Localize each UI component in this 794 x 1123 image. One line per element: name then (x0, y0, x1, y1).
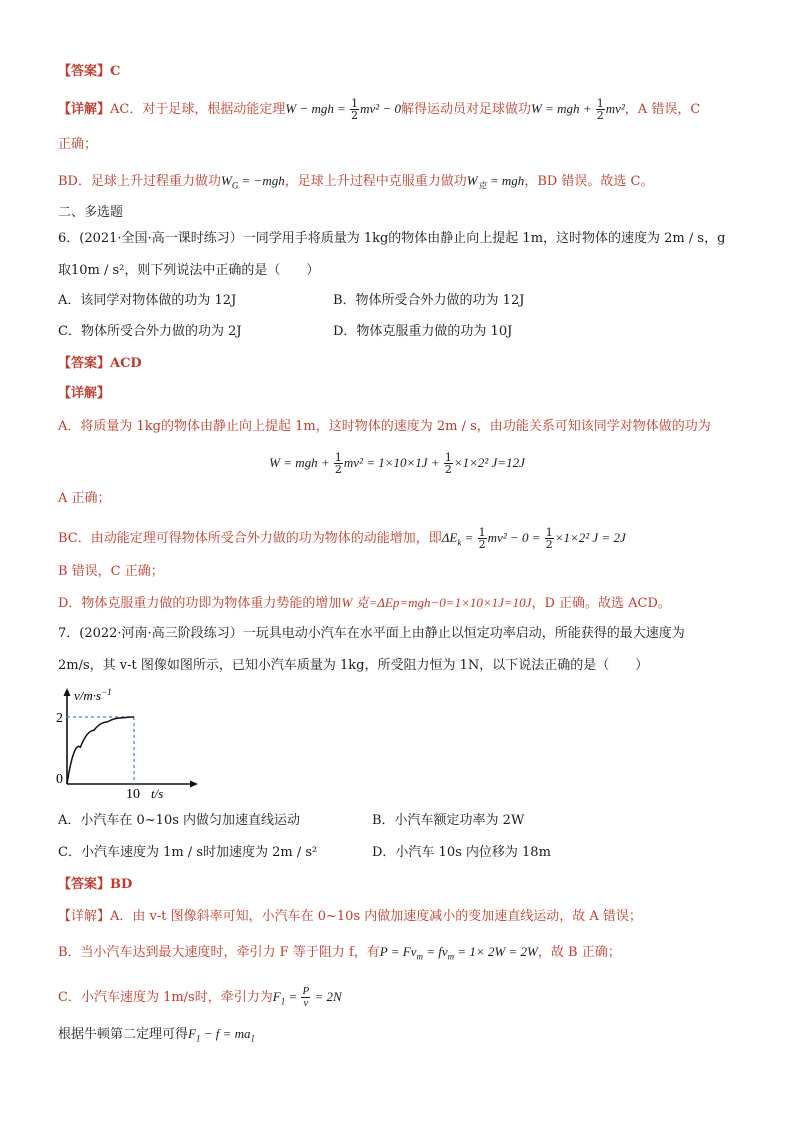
vt-graph (54, 686, 204, 800)
q6-detail-bc: BC．由动能定理可得物体所受合外力做的功为物体的动能增加，即$\Delta E_k$ = $\frac{1}{2}$ mv² − 0 = $\frac{1}{2}$ ×1×2² J = 2J (58, 526, 626, 551)
origin-label: 0 (56, 772, 63, 787)
q7-option-a: A．小汽车在 0~10s 内做匀加速直线运动 (58, 813, 301, 828)
fraction-half: $\frac{1}{2}$ (478, 526, 486, 551)
fraction-half: $\frac{1}{2}$ (444, 451, 452, 476)
q6-stem-line2: 取10m / s²，则下列说法中正确的是（ ） (58, 263, 320, 278)
q5-answer: 【答案】C (58, 64, 121, 79)
q6-result-a: A 正确； (58, 491, 111, 506)
q6-option-a: A．该同学对物体做的功为 12J (58, 293, 237, 308)
q6-answer: 【答案】ACD (58, 356, 142, 371)
fraction-half: $\frac{1}{2}$ (596, 97, 604, 122)
q7-option-b: B．小汽车额定功率为 2W (372, 813, 525, 828)
y-axis-arrow-icon (64, 688, 71, 696)
q7-stem-line1: 7．(2022·河南·高三阶段练习）一玩具电动小汽车在水平面上由静止以恒定功率启动，所能获得的最大速度为 (58, 626, 685, 641)
fraction-half: $\frac{1}{2}$ (351, 97, 359, 122)
q6-result-bc: B 错误，C 正确； (58, 564, 164, 579)
q6-option-d: D．物体克服重力做的功为 10J (333, 324, 513, 339)
q6-option-b: B．物体所受合外力做的功为 12J (333, 293, 525, 308)
detail-tag: 【详解】 (58, 102, 111, 117)
q5-detail-line3: BD．足球上升过程重力做功$W_G = -mgh$，足球上升过程中克服重力做功$W_克$ = mgh，BD 错误。故选 C。 (58, 173, 654, 191)
q6-equation-a: W = mgh + $\frac{1}{2}$ mv² = 1×10×1J + $\frac{1}{2}$ ×1×2² J=12J (269, 451, 525, 476)
q7-newton-line: 根据牛顿第二定理可得$F_1 - f = ma_1$ (58, 1026, 256, 1044)
x-axis-label: t/s (151, 786, 164, 800)
q6-detail-a: A．将质量为 1kg的物体由静止向上提起 1m，这时物体的速度为 2m / s，由功能关系可知该同学对物体做的功为 (58, 419, 711, 434)
q5-detail-line1: 【详解】AC．对于足球，根据动能定理W − mgh = $\frac{1}{2}$ mv² − 0解得运动员对足球做功W = mgh + $\frac{1}{2}$ mv²，A 错误，C (58, 97, 701, 122)
fraction-p-over-v: $\frac{P}{v}$ (302, 985, 310, 1009)
q7-option-d: D．小汽车 10s 内位移为 18m (372, 845, 551, 860)
section-heading: 二、多选题 (58, 205, 124, 220)
x-tick-label: 10 (126, 787, 140, 800)
q7-answer: 【答案】BD (58, 877, 133, 892)
q7-detail-b: B．当小汽车达到最大速度时，牵引力 F 等于阻力 f，有$P = Fv_m = fv_m = 1\times 2W = 2W$，故 B 正确； (58, 944, 621, 962)
q6-stem-line1: 6．(2021·全国·高一课时练习）一同学用手将质量为 1kg的物体由静止向上提起 1m，这时物体的速度为 2m / s，g (58, 231, 726, 246)
x-axis-arrow-icon (190, 781, 198, 788)
y-tick-label: 2 (56, 711, 63, 726)
q6-detail-d: D．物体克服重力做的功即为物体重力势能的增加W 克=ΔEp=mgh−0=1×10×1J=10J，D 正确。故选 ACD。 (58, 595, 671, 611)
velocity-curve (67, 717, 134, 784)
q5-detail-line2: 正确； (58, 137, 98, 152)
q7-option-c: C．小汽车速度为 1m / s时加速度为 2m / s² (58, 845, 318, 860)
q7-detail-c: C．小汽车速度为 1m/s时，牵引力为$F_1$ = $\frac{P}{v}$ = 2N (58, 985, 342, 1009)
y-axis-label: $v/m\cdot s^{-1}$ (74, 687, 112, 703)
fraction-half: $\frac{1}{2}$ (334, 451, 342, 476)
q6-option-c: C．物体所受合外力做的功为 2J (58, 324, 242, 339)
q7-detail-a: 【详解】A．由 v-t 图像斜率可知，小汽车在 0~10s 内做加速度减小的变加速直线运动，故 A 错误； (58, 909, 642, 924)
fraction-half: $\frac{1}{2}$ (545, 526, 553, 551)
q6-detail-tag: 【详解】 (58, 386, 111, 401)
q7-stem-line2: 2m/s，其 v-t 图像如图所示，已知小汽车质量为 1kg，所受阻力恒为 1N，以下说法正确的是（ ） (58, 658, 649, 673)
